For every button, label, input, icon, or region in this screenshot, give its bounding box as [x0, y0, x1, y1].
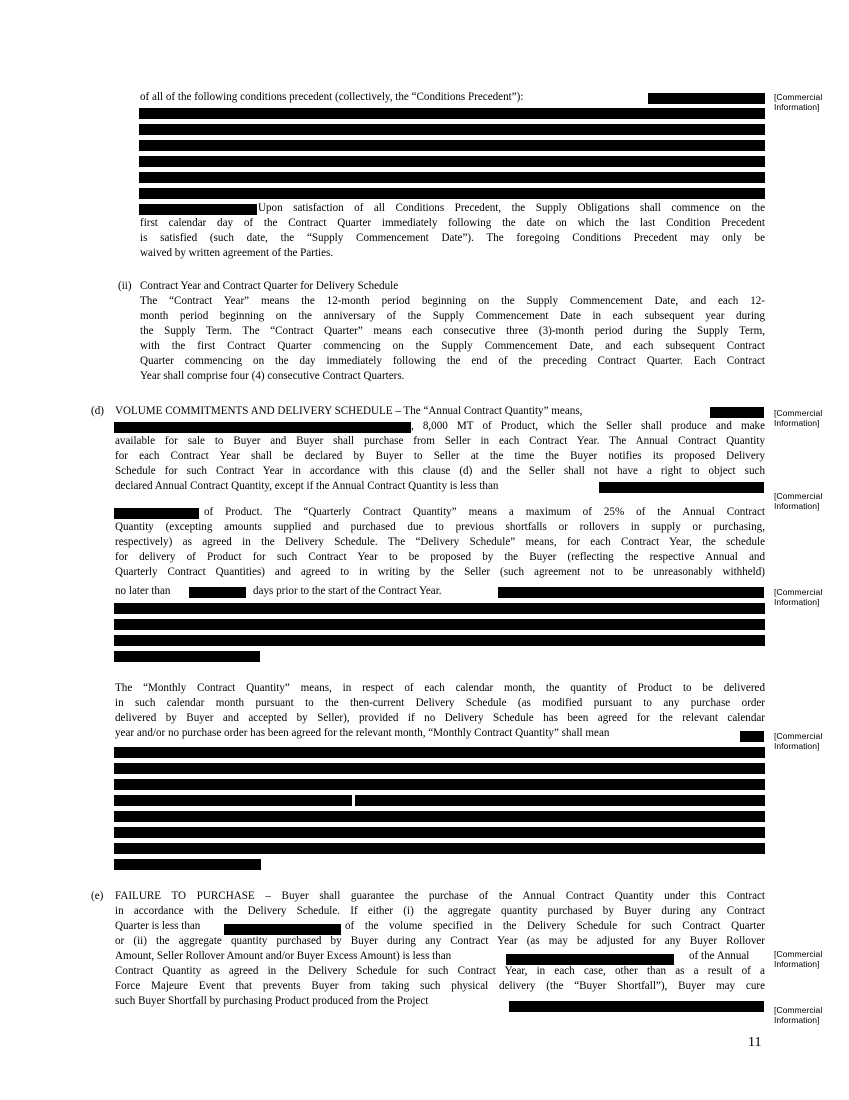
conditions-line: first calendar day of the Contract Quarter immediately following the date on which the last Condition Precedent [140, 217, 765, 229]
redaction [114, 422, 411, 433]
paragraph-line: delivered by Buyer and accepted by Seller), provided if no Delivery Schedule has been agreed for the relevant calendar [115, 712, 765, 724]
redaction [189, 587, 246, 598]
clause-line: , 8,000 MT of Product, which the Seller shall produce and make [411, 420, 765, 432]
paragraph-line: in such calendar month pursuant to the then-current Delivery Schedule (as modified pursuant to any purchase order [115, 697, 765, 709]
clause-line: such Buyer Shortfall by purchasing Product produced from the Project [115, 995, 429, 1007]
margin-note: [Commercial Information] [774, 92, 823, 112]
clause-line: the Supply Term. The “Contract Quarter” means each consecutive three (3)-month period during the Supply Term, [140, 325, 765, 337]
conditions-line: Upon satisfaction of all Conditions Precedent, the Supply Obligations shall commence on the [258, 202, 765, 214]
redaction [648, 93, 765, 104]
clause-marker-ii: (ii) [118, 280, 132, 292]
clause-line: of the Annual [689, 950, 750, 962]
redaction [139, 156, 765, 167]
clause-line: for delivery of Product for such Contract Year to be proposed by the Buyer (reflecting the respective Annual and [115, 551, 765, 563]
redaction [139, 124, 765, 135]
clause-line: Force Majeure Event that prevents Buyer from taking such physical delivery (the “Buyer Shortfall”), Buyer may cure [115, 980, 765, 992]
redaction [114, 843, 765, 854]
redaction [114, 508, 199, 519]
conditions-line: is satisfied (such date, the “Supply Commencement Date”). The foregoing Conditions Precedent may only be [140, 232, 765, 244]
clause-line: Schedule for such Contract Year in accordance with this clause (d) and the Seller shall not have a right to object such [115, 465, 765, 477]
conditions-intro: of all of the following conditions precedent (collectively, the “Conditions Precedent”): [140, 91, 524, 103]
clause-line: Quarter is less than [115, 920, 201, 932]
clause-line: of Product. The “Quarterly Contract Quantity” means a maximum of 25% of the Annual Contract [204, 506, 765, 518]
clause-line: Quantity (excepting amounts supplied and purchased due to previous shortfalls or rollovers in supply or purchasing, [115, 521, 765, 533]
clause-marker-d: (d) [91, 405, 104, 417]
redaction [740, 731, 764, 742]
redaction [139, 204, 257, 215]
margin-note: [Commercial Information] [774, 491, 823, 511]
clause-line: in accordance with the Delivery Schedule. If either (i) the aggregate quantity purchased by Buyer during any Contract [115, 905, 765, 917]
redaction [224, 924, 341, 935]
clause-marker-e: (e) [91, 890, 104, 902]
clause-line: respectively) as agreed in the Delivery Schedule. The “Delivery Schedule” means, for each Contract Year, the schedule [115, 536, 765, 548]
redaction [114, 859, 261, 870]
redaction [509, 1001, 764, 1012]
clause-line: Quarterly Contract Quantities) and agreed to in writing by the Seller (such agreement not to be unreasonably withheld) [115, 566, 765, 578]
clause-line: or (ii) the aggregate quantity purchased by Buyer during any Contract Year (as may be adjusted for any Buyer Rollover [115, 935, 765, 947]
redaction [114, 795, 352, 806]
clause-line: days prior to the start of the Contract Year. [253, 585, 442, 597]
margin-note: [Commercial Information] [774, 731, 823, 751]
redaction [355, 795, 765, 806]
paragraph-line: The “Monthly Contract Quantity” means, in respect of each calendar month, the quantity of Product to be delivered [115, 682, 765, 694]
clause-heading: Contract Year and Contract Quarter for Delivery Schedule [140, 280, 399, 292]
redaction [139, 188, 765, 199]
redaction [114, 763, 765, 774]
redaction [114, 827, 765, 838]
clause-line: Amount, Seller Rollover Amount and/or Buyer Excess Amount) is less than [115, 950, 452, 962]
page-number: 11 [748, 1035, 762, 1050]
margin-note: [Commercial Information] [774, 949, 823, 969]
redaction [139, 172, 765, 183]
redaction [599, 482, 764, 493]
redaction [114, 635, 765, 646]
redaction [114, 747, 765, 758]
clause-line: Contract Quantity as agreed in the Delivery Schedule for such Contract Year, in each case, other than as a result of a [115, 965, 765, 977]
clause-line: The “Contract Year” means the 12-month period beginning on the Supply Commencement Date, and each 12- [140, 295, 765, 307]
clause-line: for each Contract Year shall be declared by Buyer to Seller at the time the Buyer notifies its proposed Delivery [115, 450, 765, 462]
redaction [114, 603, 765, 614]
margin-note: [Commercial Information] [774, 408, 823, 428]
clause-line: with the first Contract Quarter commencing on the Supply Commencement Date, and each subsequent Contract [140, 340, 765, 352]
clause-line: VOLUME COMMITMENTS AND DELIVERY SCHEDULE – The “Annual Contract Quantity” means, [115, 405, 583, 417]
clause-line: no later than [115, 585, 171, 597]
redaction [710, 407, 764, 418]
clause-line: Quarter commencing on the day immediately following the end of the preceding Contract Quarter. Each Contract [140, 355, 765, 367]
clause-line: month period beginning on the anniversary of the Supply Commencement Date in each subsequent year during [140, 310, 765, 322]
clause-line: available for sale to Buyer and Buyer shall purchase from Seller in each Contract Year. The Annual Contract Quantity [115, 435, 765, 447]
paragraph-line: year and/or no purchase order has been agreed for the relevant month, “Monthly Contract Quantity” shall mean [115, 727, 610, 739]
redaction [114, 779, 765, 790]
redaction [114, 619, 765, 630]
redaction [114, 651, 260, 662]
clause-line: of the volume specified in the Delivery Schedule for such Contract Quarter [345, 920, 765, 932]
redaction [506, 954, 674, 965]
margin-note: [Commercial Information] [774, 587, 823, 607]
clause-line: Year shall comprise four (4) consecutive Contract Quarters. [140, 370, 405, 382]
redaction [139, 140, 765, 151]
conditions-line: waived by written agreement of the Parties. [140, 247, 334, 259]
clause-line: FAILURE TO PURCHASE – Buyer shall guarantee the purchase of the Annual Contract Quantity under this Contract [115, 890, 765, 902]
redaction [498, 587, 764, 598]
margin-note: [Commercial Information] [774, 1005, 823, 1025]
redaction [114, 811, 765, 822]
redaction [139, 108, 765, 119]
clause-line: declared Annual Contract Quantity, except if the Annual Contract Quantity is less than [115, 480, 499, 492]
